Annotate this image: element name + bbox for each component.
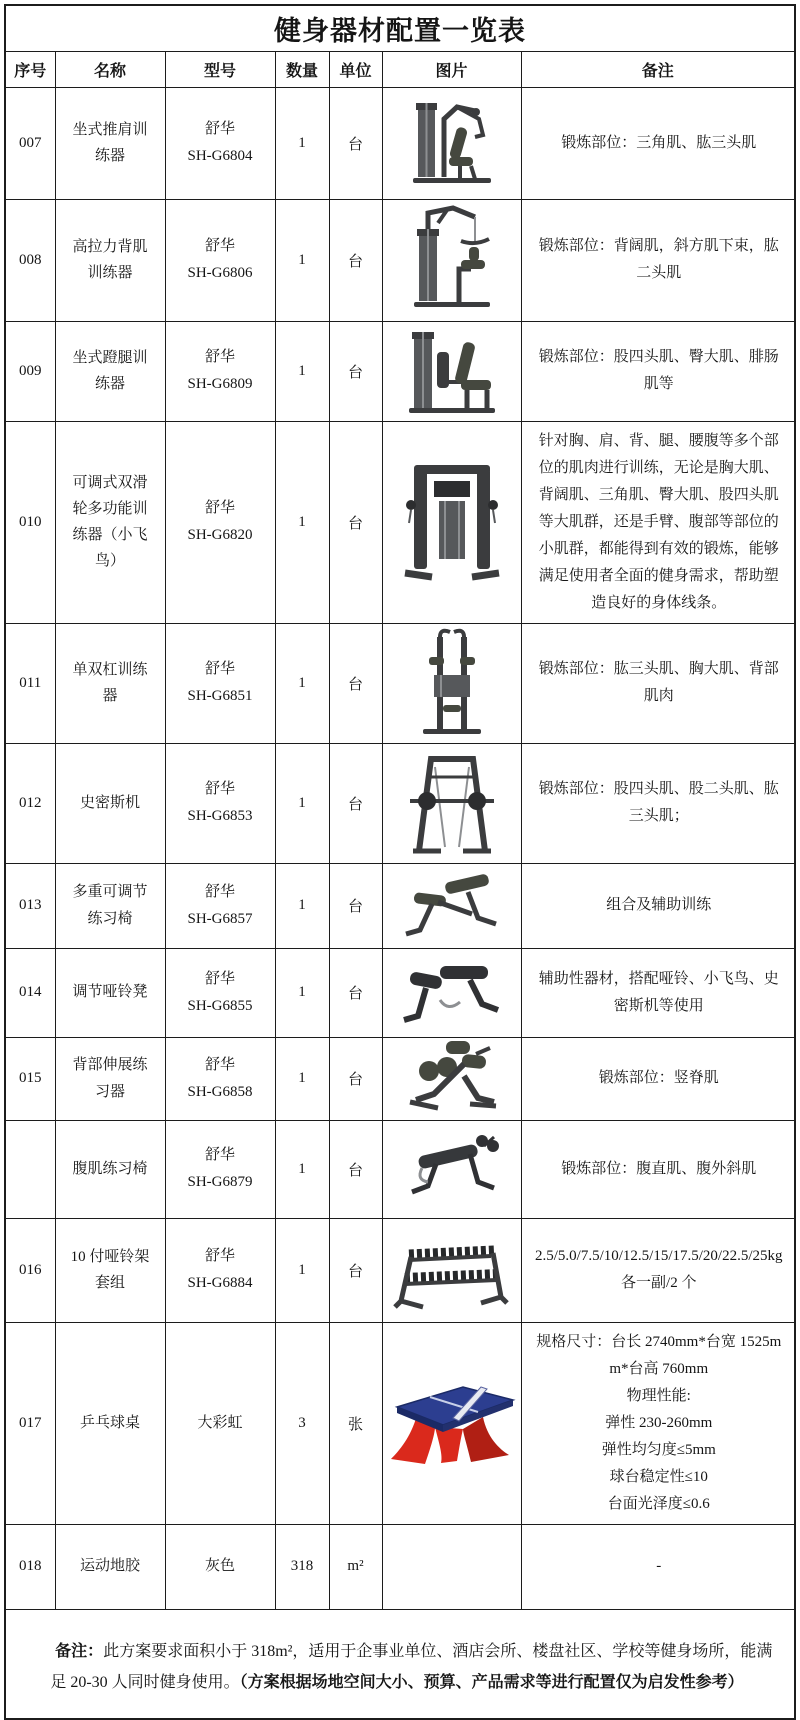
remark-line: 弹性均匀度≤5mm bbox=[601, 1441, 716, 1458]
equipment-quantity: 3 bbox=[275, 1322, 329, 1524]
page-title: 健身器材配置一览表 bbox=[5, 5, 795, 51]
row-number: 015 bbox=[5, 1037, 55, 1120]
equipment-name: 坐式推肩训练器 bbox=[55, 87, 165, 199]
equipment-unit: 台 bbox=[329, 1037, 382, 1120]
remark-line: 球台稳定性≤10 bbox=[609, 1468, 708, 1485]
remark-line: 锻炼部位：背阔肌，斜方肌下束，肱二头肌 bbox=[538, 238, 779, 281]
row-number: 013 bbox=[5, 863, 55, 948]
equipment-quantity: 1 bbox=[275, 743, 329, 863]
equipment-model bbox=[165, 321, 275, 421]
column-header-remark: 备注 bbox=[521, 51, 795, 87]
equipment-model bbox=[165, 1120, 275, 1218]
functional-trainer-icon bbox=[402, 461, 502, 583]
leg-press-machine-icon bbox=[407, 324, 497, 418]
equipment-table-body bbox=[5, 87, 795, 1609]
model-line: SH-G6820 bbox=[187, 527, 253, 543]
remark-line: 物理性能: bbox=[626, 1387, 691, 1404]
equipment-unit: 张 bbox=[329, 1322, 382, 1524]
equipment-picture bbox=[382, 1322, 521, 1524]
equipment-remark bbox=[521, 743, 795, 863]
row-number: 016 bbox=[5, 1218, 55, 1322]
equipment-model bbox=[165, 1037, 275, 1120]
equipment-picture bbox=[382, 87, 521, 199]
equipment-picture bbox=[382, 1524, 521, 1609]
equipment-unit: 台 bbox=[329, 948, 382, 1037]
equipment-picture bbox=[382, 321, 521, 421]
column-header-quantity: 数量 bbox=[275, 51, 329, 87]
model-line: SH-G6809 bbox=[187, 376, 253, 392]
table-row bbox=[5, 87, 795, 199]
equipment-model bbox=[165, 948, 275, 1037]
remark-line: 规格尺寸：台长 2740mm*台宽 1525mm*台高 760mm bbox=[536, 1333, 782, 1377]
equipment-name: 调节哑铃凳 bbox=[55, 948, 165, 1037]
equipment-picture bbox=[382, 1120, 521, 1218]
dumbbell-bench-icon bbox=[398, 962, 506, 1024]
column-header-model: 型号 bbox=[165, 51, 275, 87]
model-line: 舒华 bbox=[204, 781, 235, 797]
table-row bbox=[5, 1524, 795, 1609]
row-number: 017 bbox=[5, 1322, 55, 1524]
equipment-remark bbox=[521, 1322, 795, 1524]
model-line: 舒华 bbox=[204, 1056, 235, 1073]
footnote-text-block bbox=[16, 1636, 778, 1698]
column-header-unit: 单位 bbox=[329, 51, 382, 87]
remark-line: 锻炼部位：股四头肌、臀大肌、腓肠肌等 bbox=[538, 349, 779, 392]
equipment-name: 高拉力背肌训练器 bbox=[55, 199, 165, 321]
model-line: SH-G6804 bbox=[187, 148, 253, 164]
shoulder-press-machine-icon bbox=[411, 91, 493, 195]
equipment-quantity: 1 bbox=[275, 421, 329, 623]
equipment-model bbox=[165, 421, 275, 623]
table-row bbox=[5, 421, 795, 623]
footnote-body-text: 此方案要求面积小于 318m²，适用于企事业单位、酒店会所、楼盘社区、学校等健身场所，能满足 20-30 人同时健身使用。 bbox=[50, 1642, 773, 1691]
table-header-row bbox=[5, 51, 795, 87]
model-line: SH-G6855 bbox=[187, 997, 253, 1014]
dumbbell-rack-icon bbox=[393, 1227, 511, 1313]
column-header-name: 名称 bbox=[55, 51, 165, 87]
equipment-model bbox=[165, 743, 275, 863]
model-line: 舒华 bbox=[204, 238, 235, 254]
equipment-quantity: 1 bbox=[275, 199, 329, 321]
table-row bbox=[5, 1322, 795, 1524]
equipment-unit: 台 bbox=[329, 863, 382, 948]
model-line: SH-G6857 bbox=[187, 910, 253, 927]
equipment-unit: 台 bbox=[329, 743, 382, 863]
equipment-picture bbox=[382, 743, 521, 863]
equipment-name: 10 付哑铃架套组 bbox=[55, 1218, 165, 1322]
model-line: SH-G6851 bbox=[187, 688, 253, 704]
model-line: 舒华 bbox=[204, 1147, 235, 1163]
remark-line: 锻炼部位：腹直肌、腹外斜肌 bbox=[561, 1160, 757, 1177]
equipment-remark bbox=[521, 863, 795, 948]
ping-pong-table-icon bbox=[383, 1367, 523, 1479]
equipment-model bbox=[165, 87, 275, 199]
equipment-model bbox=[165, 199, 275, 321]
row-number: 018 bbox=[5, 1524, 55, 1609]
equipment-remark bbox=[521, 1037, 795, 1120]
remark-line: 辅助性器材，搭配哑铃、小飞鸟、史密斯机等使用 bbox=[538, 970, 779, 1014]
remark-line: 针对胸、肩、背、腿、腰腹等多个部位的肌肉进行训练，无论是胸大肌、背阔肌、三角肌、臀大肌、股四头肌等大肌群，还是手臂、腹部等部位的小肌群，都能得到有效的锻炼，能够满足使用者全面的健身需求，帮助塑造良好的身体线条。 bbox=[538, 432, 779, 611]
footnote-row bbox=[5, 1609, 795, 1719]
equipment-name: 运动地胶 bbox=[55, 1524, 165, 1609]
model-line: 舒华 bbox=[204, 661, 235, 677]
adjustable-bench-icon bbox=[398, 874, 506, 938]
equipment-config-table bbox=[4, 4, 796, 1720]
equipment-unit: m² bbox=[329, 1524, 382, 1609]
model-line: SH-G6884 bbox=[187, 1275, 253, 1291]
equipment-quantity: 1 bbox=[275, 87, 329, 199]
equipment-unit: 台 bbox=[329, 421, 382, 623]
equipment-picture bbox=[382, 199, 521, 321]
remark-line: 锻炼部位：肱三头肌、胸大肌、背部肌肉 bbox=[538, 661, 779, 704]
model-line: 舒华 bbox=[204, 121, 235, 137]
equipment-name: 坐式蹬腿训练器 bbox=[55, 321, 165, 421]
equipment-remark bbox=[521, 1524, 795, 1609]
table-row bbox=[5, 1218, 795, 1322]
equipment-name: 单双杠训练器 bbox=[55, 623, 165, 743]
equipment-name: 背部伸展练习器 bbox=[55, 1037, 165, 1120]
equipment-name: 可调式双滑轮多功能训练器（小飞鸟） bbox=[55, 421, 165, 623]
model-line: 灰色 bbox=[204, 1558, 235, 1574]
row-number: 011 bbox=[5, 623, 55, 743]
column-header-no: 序号 bbox=[5, 51, 55, 87]
remark-line: - bbox=[656, 1558, 662, 1574]
equipment-remark bbox=[521, 321, 795, 421]
equipment-picture bbox=[382, 1218, 521, 1322]
back-extension-bench-icon bbox=[404, 1038, 500, 1120]
equipment-remark bbox=[521, 1120, 795, 1218]
equipment-model bbox=[165, 863, 275, 948]
row-number: 014 bbox=[5, 948, 55, 1037]
equipment-quantity: 318 bbox=[275, 1524, 329, 1609]
model-line: SH-G6858 bbox=[187, 1083, 253, 1100]
remark-line: 锻炼部位：股四头肌、股二头肌、肱三头肌； bbox=[538, 781, 779, 824]
model-line: 舒华 bbox=[204, 1248, 235, 1264]
table-row bbox=[5, 623, 795, 743]
equipment-quantity: 1 bbox=[275, 321, 329, 421]
equipment-picture bbox=[382, 948, 521, 1037]
smith-machine-icon bbox=[404, 747, 500, 859]
equipment-quantity: 1 bbox=[275, 863, 329, 948]
equipment-remark bbox=[521, 199, 795, 321]
equipment-unit: 台 bbox=[329, 1120, 382, 1218]
equipment-remark bbox=[521, 421, 795, 623]
row-number bbox=[5, 1120, 55, 1218]
row-number: 008 bbox=[5, 199, 55, 321]
ab-crunch-bench-icon bbox=[402, 1134, 502, 1204]
column-header-picture: 图片 bbox=[382, 51, 521, 87]
lat-pulldown-machine-icon bbox=[411, 205, 493, 315]
equipment-quantity: 1 bbox=[275, 948, 329, 1037]
remark-line: 锻炼部位：三角肌、肱三头肌 bbox=[561, 134, 757, 151]
model-line: SH-G6879 bbox=[187, 1174, 253, 1190]
model-line: SH-G6853 bbox=[187, 808, 253, 824]
equipment-picture bbox=[382, 863, 521, 948]
table-row bbox=[5, 948, 795, 1037]
remark-line: 台面光泽度≤0.6 bbox=[607, 1495, 710, 1512]
equipment-model bbox=[165, 1322, 275, 1524]
equipment-picture bbox=[382, 623, 521, 743]
equipment-model bbox=[165, 1218, 275, 1322]
equipment-unit: 台 bbox=[329, 87, 382, 199]
equipment-remark bbox=[521, 623, 795, 743]
model-line: 大彩虹 bbox=[197, 1414, 243, 1431]
table-row bbox=[5, 863, 795, 948]
row-number: 010 bbox=[5, 421, 55, 623]
footnote-label: 备注： bbox=[55, 1642, 104, 1660]
equipment-unit: 台 bbox=[329, 623, 382, 743]
equipment-name: 腹肌练习椅 bbox=[55, 1120, 165, 1218]
row-number: 007 bbox=[5, 87, 55, 199]
equipment-unit: 台 bbox=[329, 199, 382, 321]
table-row bbox=[5, 1037, 795, 1120]
model-line: 舒华 bbox=[204, 883, 235, 900]
table-row bbox=[5, 743, 795, 863]
remark-line: 弹性 230-260mm bbox=[605, 1414, 713, 1431]
row-number: 012 bbox=[5, 743, 55, 863]
remark-line: 锻炼部位：竖脊肌 bbox=[598, 1070, 719, 1086]
equipment-picture bbox=[382, 421, 521, 623]
equipment-remark bbox=[521, 948, 795, 1037]
table-row bbox=[5, 1120, 795, 1218]
equipment-unit: 台 bbox=[329, 1218, 382, 1322]
equipment-quantity: 1 bbox=[275, 1218, 329, 1322]
table-row bbox=[5, 199, 795, 321]
title-row bbox=[5, 5, 795, 51]
equipment-quantity: 1 bbox=[275, 1037, 329, 1120]
equipment-remark bbox=[521, 1218, 795, 1322]
row-number: 009 bbox=[5, 321, 55, 421]
equipment-model bbox=[165, 1524, 275, 1609]
remark-line: 2.5/5.0/7.5/10/12.5/15/17.5/20/22.5/25kg 各一副/2 个 bbox=[535, 1248, 783, 1291]
table-row bbox=[5, 321, 795, 421]
remark-line: 组合及辅助训练 bbox=[606, 897, 712, 913]
equipment-quantity: 1 bbox=[275, 623, 329, 743]
equipment-name: 乒乓球桌 bbox=[55, 1322, 165, 1524]
equipment-unit: 台 bbox=[329, 321, 382, 421]
model-line: 舒华 bbox=[204, 349, 235, 365]
equipment-name: 史密斯机 bbox=[55, 743, 165, 863]
table-footnote-cell bbox=[5, 1609, 795, 1719]
equipment-name: 多重可调节练习椅 bbox=[55, 863, 165, 948]
model-line: 舒华 bbox=[204, 970, 235, 987]
footnote-bold-note: （方案根据场地空间大小、预算、产品需求等进行配置仅为启发性参考） bbox=[239, 1673, 744, 1691]
equipment-remark bbox=[521, 87, 795, 199]
equipment-quantity: 1 bbox=[275, 1120, 329, 1218]
equipment-model bbox=[165, 623, 275, 743]
equipment-picture bbox=[382, 1037, 521, 1120]
model-line: SH-G6806 bbox=[187, 265, 253, 281]
model-line: 舒华 bbox=[204, 500, 235, 516]
dip-chin-tower-icon bbox=[417, 625, 487, 741]
